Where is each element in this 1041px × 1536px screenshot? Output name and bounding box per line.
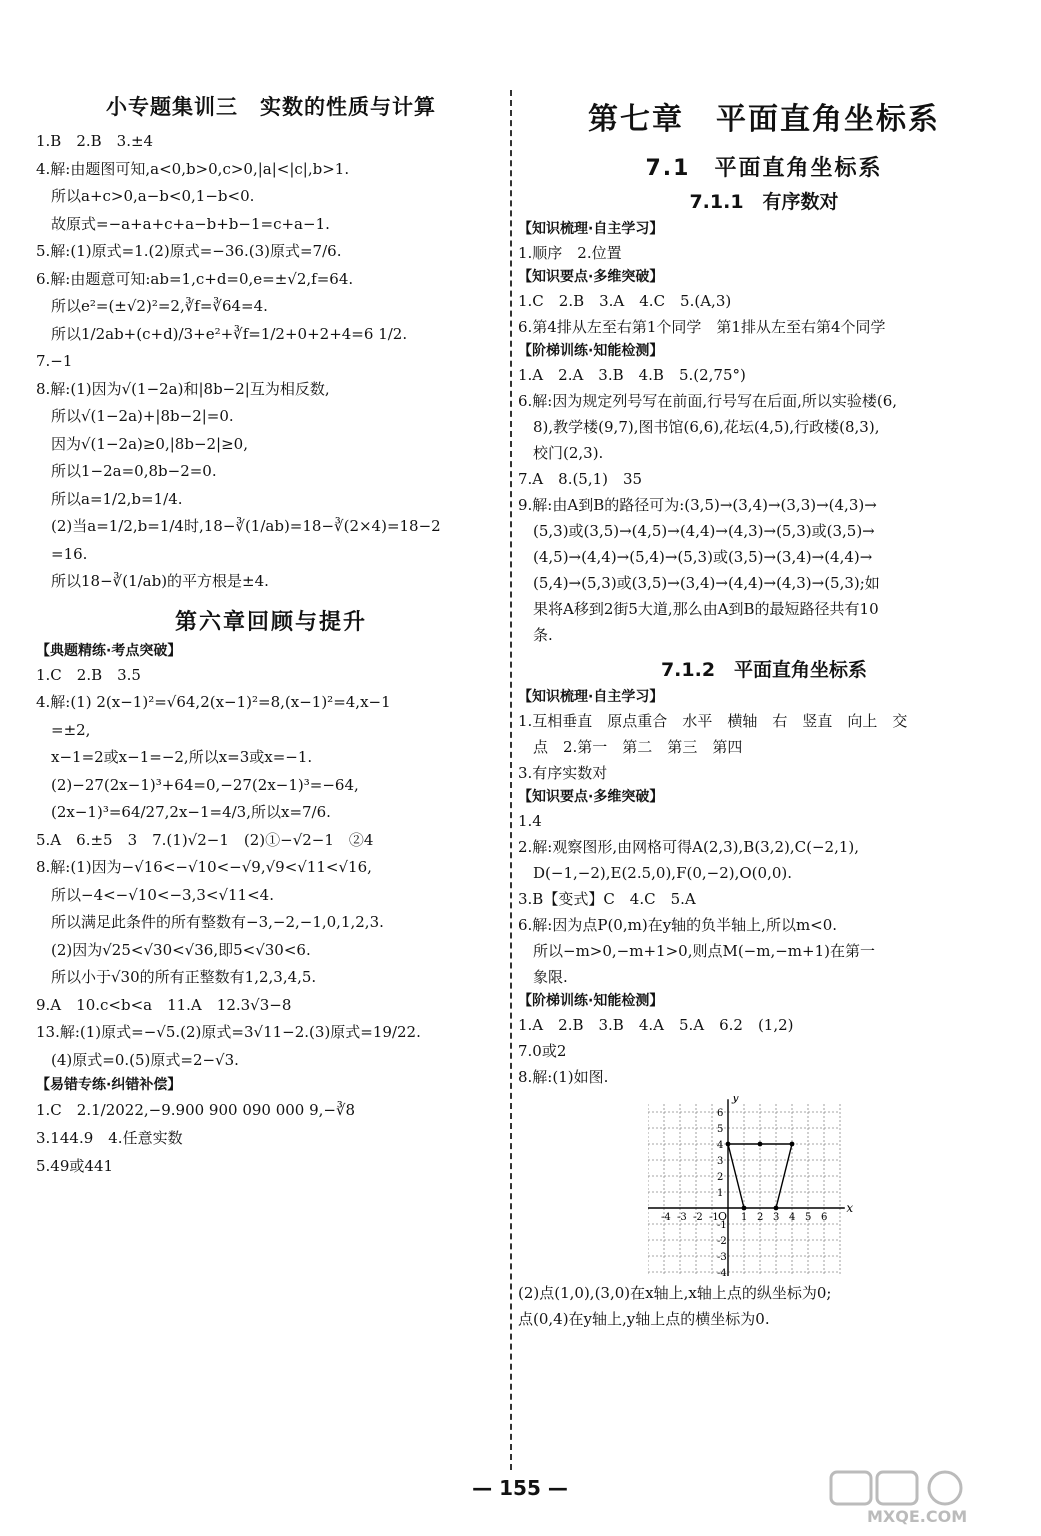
answer-line: 4.解:(1) 2(x−1)²=√64,2(x−1)²=8,(x−1)²=4,x−1 <box>36 693 391 711</box>
answer-line: (5,3)或(3,5)→(4,5)→(4,4)→(4,3)→(5,3)或(3,5)→ <box>518 522 875 540</box>
answer-line: (4,5)→(4,4)→(5,4)→(5,3)或(3,5)→(3,4)→(4,4)→ <box>518 548 873 566</box>
x-tick-label: 2 <box>757 1212 764 1223</box>
answer-line: 1.A 2.A 3.B 4.B 5.(2,75°) <box>518 366 746 384</box>
coordinate-grid-svg <box>648 1096 868 1276</box>
answer-line: 象限. <box>518 968 568 986</box>
answer-line: 1.C 2.B 3.5 <box>36 665 141 684</box>
y-tick-label: 2 <box>717 1172 724 1183</box>
x-axis-label: x <box>846 1201 854 1215</box>
answer-line: (5,4)→(5,3)或(3,5)→(3,4)→(4,4)→(4,3)→(5,3);如 <box>518 574 880 592</box>
answer-line: 5.解:(1)原式=1.(2)原式=−36.(3)原式=7/6. <box>36 242 342 260</box>
answer-line: 故原式=−a+a+c+a−b+b−1=c+a−1. <box>36 214 330 233</box>
answer-line: =16. <box>36 544 88 563</box>
column-divider <box>510 90 512 1470</box>
x-tick-label: 1 <box>741 1212 748 1223</box>
answer-line: 4.解:由题图可知,a<0,b>0,c>0,|a|<|c|,b>1. <box>36 159 350 178</box>
answer-line: 1.A 2.B 3.B 4.A 5.A 6.2 (1,2) <box>518 1016 794 1034</box>
answer-line: 所以满足此条件的所有整数有−3,−2,−1,0,1,2,3. <box>36 913 384 931</box>
answer-line: 所以−4<−√10<−3,3<√11<4. <box>36 885 274 904</box>
watermark-text: MXQE.COM <box>867 1507 968 1526</box>
answer-line: 所以−m>0,−m+1>0,则点M(−m,−m+1)在第一 <box>518 942 875 960</box>
y-tick-label: -2 <box>717 1236 727 1247</box>
answer-line: 7.A 8.(5,1) 35 <box>518 470 643 488</box>
y-tick-label: -4 <box>717 1268 727 1276</box>
y-tick-label: -3 <box>717 1252 727 1263</box>
x-tick-label: 5 <box>805 1212 812 1223</box>
x-tick-label: 6 <box>821 1212 828 1223</box>
answer-line: 1.C 2.B 3.A 4.C 5.(A,3) <box>518 292 732 310</box>
bracket-heading: 【阶梯训练·知能检测】 <box>518 993 664 1009</box>
answer-line: 6.第4排从左至右第1个同学 第1排从左至右第4个同学 <box>518 318 886 336</box>
watermark-logo <box>827 1468 1017 1526</box>
answer-line: =±2, <box>36 720 91 739</box>
answer-line: 9.A 10.c<b<a 11.A 12.3√3−8 <box>36 995 292 1014</box>
answer-line: 1.B 2.B 3.±4 <box>36 132 154 150</box>
answer-line: (2)−27(2x−1)³+64=0,−27(2x−1)³=−64, <box>36 775 359 794</box>
answer-line: 8.解:(1)如图. <box>518 1068 609 1086</box>
answer-line: 6.解:由题意可知:ab=1,c+d=0,e=±√2,f=64. <box>36 269 354 288</box>
answer-line: 所以e²=(±√2)²=2,∛f=∛64=4. <box>36 297 268 315</box>
answer-line: 6.解:因为点P(0,m)在y轴的负半轴上,所以m<0. <box>518 916 838 934</box>
chapter-title: 第七章 平面直角坐标系 <box>588 102 940 137</box>
answer-line: 所以√(1−2a)+|8b−2|=0. <box>36 407 234 425</box>
bracket-heading: 【知识要点·多维突破】 <box>518 789 664 805</box>
answer-line: 所以a+c>0,a−b<0,1−b<0. <box>36 187 255 205</box>
answer-line: 所以18−∛(1/ab)的平方根是±4. <box>36 572 269 590</box>
x-tick-label: -4 <box>661 1212 671 1223</box>
answer-line: 3.B【变式】C 4.C 5.A <box>518 890 696 908</box>
answer-line: 6.解:因为规定列号写在前面,行号写在后面,所以实验楼(6, <box>518 392 898 410</box>
y-tick-label: 4 <box>717 1140 724 1151</box>
bracket-heading: 【易错专练·纠错补偿】 <box>36 1077 182 1093</box>
section-title-special-3: 小专题集训三 实数的性质与计算 <box>106 95 436 119</box>
answer-line: 8.解:(1)因为−√16<−√10<−√9,√9<√11<√16, <box>36 858 372 876</box>
answer-line: 2.解:观察图形,由网格可得A(2,3),B(3,2),C(−2,1), <box>518 838 860 856</box>
origin-label: O <box>718 1210 728 1223</box>
y-tick-label: 6 <box>717 1108 724 1119</box>
answer-line: 8),教学楼(9,7),图书馆(6,6),花坛(4,5),行政楼(8,3), <box>518 418 880 436</box>
answer-line: D(−1,−2),E(2.5,0),F(0,−2),O(0,0). <box>518 864 793 882</box>
x-tick-label: 3 <box>773 1212 780 1223</box>
answers-block <box>518 808 1010 990</box>
answer-line: (2)点(1,0),(3,0)在x轴上,x轴上点的纵坐标为0; <box>518 1284 832 1302</box>
bracket-heading: 【知识梳理·自主学习】 <box>518 689 664 705</box>
answer-line: x−1=2或x−1=−2,所以x=3或x=−1. <box>36 748 313 766</box>
plot-point <box>742 1206 747 1211</box>
answers-chapter6-a <box>36 662 506 1075</box>
answer-line: 9.解:由A到B的路径可为:(3,5)→(3,4)→(3,3)→(4,3)→ <box>518 496 877 514</box>
answers-block <box>518 240 1010 266</box>
right-column <box>518 88 1010 1332</box>
answers-block <box>518 708 1010 786</box>
x-tick-label: -2 <box>693 1212 703 1223</box>
answers-special-3 <box>36 128 506 596</box>
answers-block <box>518 1280 1010 1332</box>
answers-chapter6-b <box>36 1096 506 1180</box>
answer-line: (4)原式=0.(5)原式=2−√3. <box>36 1050 239 1069</box>
section-title-7-1: 7.1 平面直角坐标系 <box>645 156 883 181</box>
plot-point <box>758 1142 763 1147</box>
answer-line: 所以1−2a=0,8b−2=0. <box>36 462 217 480</box>
answer-line: (2x−1)³=64/27,2x−1=4/3,所以x=7/6. <box>36 803 331 821</box>
y-tick-label: 3 <box>717 1156 724 1167</box>
answer-line: (2)当a=1/2,b=1/4时,18−∛(1/ab)=18−∛(2×4)=18−2 <box>36 517 441 535</box>
x-tick-label: -1 <box>709 1212 719 1223</box>
answer-line: 点(0,4)在y轴上,y轴上点的横坐标为0. <box>518 1310 770 1328</box>
bracket-heading: 【知识要点·多维突破】 <box>518 269 664 285</box>
answer-line: 13.解:(1)原式=−√5.(2)原式=3√11−2.(3)原式=19/22. <box>36 1023 421 1041</box>
answer-line: 1.4 <box>518 812 542 830</box>
answer-line: 3.144.9 4.任意实数 <box>36 1129 183 1147</box>
y-axis-label: y <box>732 1096 739 1104</box>
coordinate-figure <box>648 1096 868 1276</box>
answer-line: 3.有序实数对 <box>518 764 608 782</box>
answer-line: 果将A移到2街5大道,那么由A到B的最短路径共有10 <box>518 600 879 618</box>
bracket-heading: 【典题精练·考点突破】 <box>36 642 182 659</box>
section-title-chapter6-review: 第六章回顾与提升 <box>174 609 367 635</box>
answer-line: 点 2.第一 第二 第三 第四 <box>518 738 743 756</box>
y-tick-label: 5 <box>717 1124 724 1135</box>
plot-point <box>774 1206 779 1211</box>
y-tick-label: -1 <box>717 1220 727 1231</box>
answers-block <box>518 362 1010 648</box>
page-number: — 155 — <box>472 1476 568 1500</box>
x-tick-label: -3 <box>677 1212 687 1223</box>
section-title-7-1-2: 7.1.2 平面直角坐标系 <box>660 659 868 681</box>
answer-line: 8.解:(1)因为√(1−2a)和|8b−2|互为相反数, <box>36 379 330 398</box>
answers-block <box>518 1012 1010 1090</box>
section-title-7-1-1: 7.1.1 有序数对 <box>689 191 839 213</box>
y-tick-label: 1 <box>717 1188 724 1199</box>
answer-line: 7.0或2 <box>518 1042 567 1060</box>
answer-line: 1.C 2.1/2022,−9.900 900 090 000 9,−∛8 <box>36 1101 356 1119</box>
answer-line: 所以小于√30的所有正整数有1,2,3,4,5. <box>36 968 317 986</box>
answer-line: 因为√(1−2a)≥0,|8b−2|≥0, <box>36 434 248 453</box>
bracket-heading: 【知识梳理·自主学习】 <box>518 221 664 237</box>
answers-block <box>518 288 1010 340</box>
answer-line: 1.顺序 2.位置 <box>518 244 622 262</box>
answer-line: 5.A 6.±5 3 7.(1)√2−1 (2)①−√2−1 ②4 <box>36 830 374 849</box>
plot-point <box>726 1142 731 1147</box>
plot-point <box>790 1142 795 1147</box>
left-column <box>36 88 506 1180</box>
answer-line: (2)因为√25<√30<√36,即5<√30<6. <box>36 940 311 959</box>
answer-line: 所以1/2ab+(c+d)/3+e²+∛f=1/2+0+2+4=6 1/2. <box>36 324 408 343</box>
bracket-heading: 【阶梯训练·知能检测】 <box>518 343 664 359</box>
answer-line: 校门(2,3). <box>518 444 604 462</box>
answer-line: 所以a=1/2,b=1/4. <box>36 489 183 508</box>
page-number-value: 155 <box>499 1476 541 1500</box>
answer-line: 条. <box>518 626 553 644</box>
x-tick-label: 4 <box>789 1212 796 1223</box>
answer-line: 7.−1 <box>36 352 73 370</box>
answer-line: 1.互相垂直 原点重合 水平 横轴 右 竖直 向上 交 <box>518 712 908 730</box>
answer-line: 5.49或441 <box>36 1157 114 1175</box>
